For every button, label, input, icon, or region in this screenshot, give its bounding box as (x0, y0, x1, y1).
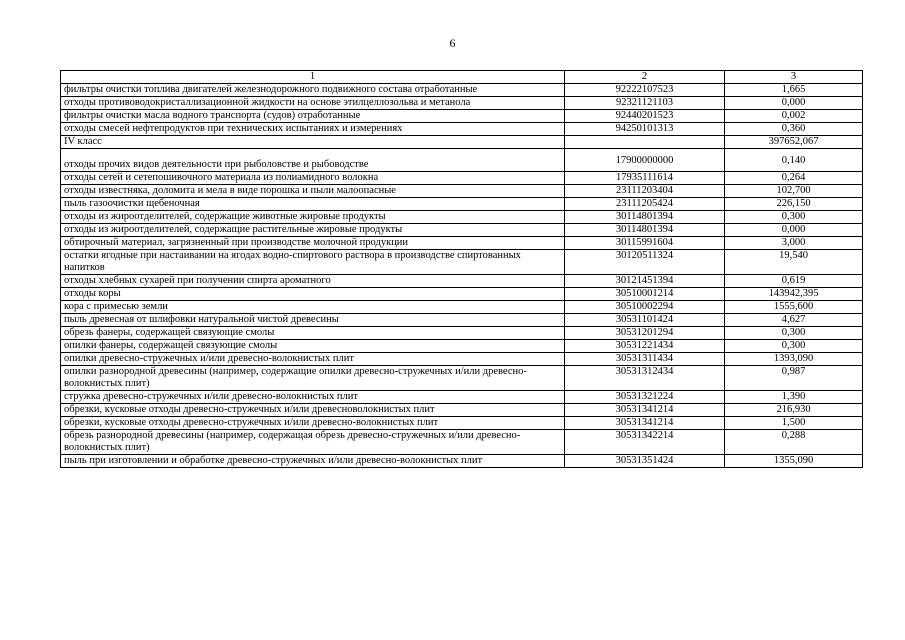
cell-waste-amount: 0,140 (725, 149, 863, 172)
cell-waste-code: 30531341214 (565, 404, 725, 417)
cell-waste-code: 17900000000 (565, 149, 725, 172)
cell-waste-amount: 1393,090 (725, 353, 863, 366)
cell-waste-code (565, 136, 725, 149)
cell-waste-name: отходы противоводокристаллизационной жидкости на основе этилцеллозольва и метанола (61, 97, 565, 110)
cell-waste-name: отходы из жироотделителей, содержащие растительные жировые продукты (61, 224, 565, 237)
cell-waste-amount: 0,000 (725, 97, 863, 110)
cell-waste-amount: 143942,395 (725, 288, 863, 301)
page-number: 6 (449, 36, 456, 50)
cell-waste-code: 30531351424 (565, 455, 725, 468)
cell-waste-code: 30531342214 (565, 430, 725, 455)
cell-waste-name: отходы из жироотделителей, содержащие животные жировые продукты (61, 211, 565, 224)
cell-waste-amount: 19,540 (725, 250, 863, 275)
table-row (61, 455, 863, 468)
cell-waste-name: IV класс (61, 136, 565, 149)
cell-waste-amount: 397652,067 (725, 136, 863, 149)
cell-waste-code: 92440201523 (565, 110, 725, 123)
cell-waste-amount: 1,665 (725, 84, 863, 97)
cell-waste-code: 30531221434 (565, 340, 725, 353)
table-row (61, 353, 863, 366)
cell-waste-name: обрезки, кусковые отходы древесно-стружечных и/или древесноволокнистых плит (61, 404, 565, 417)
cell-waste-code: 30531101424 (565, 314, 725, 327)
cell-waste-name: фильтры очистки топлива двигателей железнодорожного подвижного состава отработанные (61, 84, 565, 97)
table-row (61, 275, 863, 288)
cell-waste-amount: 0,987 (725, 366, 863, 391)
cell-waste-code: 30510002294 (565, 301, 725, 314)
cell-waste-name: пыль древесная от шлифовки натуральной чистой древесины (61, 314, 565, 327)
cell-waste-code: 30531201294 (565, 327, 725, 340)
table-row (61, 172, 863, 185)
cell-waste-name: отходы известняка, доломита и мела в виде порошка и пыли малоопасные (61, 185, 565, 198)
cell-waste-code: 30531311434 (565, 353, 725, 366)
cell-waste-code: 30121451394 (565, 275, 725, 288)
cell-waste-name: кора с примесью земли (61, 301, 565, 314)
table-row (61, 110, 863, 123)
cell-waste-amount: 4,627 (725, 314, 863, 327)
table-row (61, 314, 863, 327)
table-row (61, 404, 863, 417)
table-row (61, 149, 863, 172)
table-row (61, 224, 863, 237)
cell-waste-name: остатки ягодные при настаивании на ягодах водно-спиртового раствора в производстве спиртованных напитков (61, 250, 565, 275)
table-row (61, 430, 863, 455)
cell-waste-name: стружка древесно-стружечных и/или древесно-волокнистых плит (61, 391, 565, 404)
table-body (61, 71, 863, 468)
table-row (61, 250, 863, 275)
cell-waste-amount: 0,300 (725, 327, 863, 340)
cell-waste-name: пыль газоочистки щебеночная (61, 198, 565, 211)
cell-waste-amount: 226,150 (725, 198, 863, 211)
table-row (61, 97, 863, 110)
cell-waste-name: обрезки, кусковые отходы древесно-стружечных и/или древесно-волокнистых плит (61, 417, 565, 430)
waste-table (60, 70, 863, 468)
cell-waste-code: 30120511324 (565, 250, 725, 275)
column-header-2: 2 (565, 71, 725, 84)
cell-waste-code: 94250101313 (565, 123, 725, 136)
table-header-row (61, 71, 863, 84)
table-row (61, 327, 863, 340)
cell-waste-name: обтирочный материал, загрязненный при производстве молочной продукции (61, 237, 565, 250)
table-row (61, 340, 863, 353)
table-row (61, 136, 863, 149)
cell-waste-amount: 0,360 (725, 123, 863, 136)
table-row (61, 211, 863, 224)
cell-waste-amount: 0,002 (725, 110, 863, 123)
table-row (61, 123, 863, 136)
cell-waste-amount: 0,619 (725, 275, 863, 288)
cell-waste-name: отходы хлебных сухарей при получении спирта ароматного (61, 275, 565, 288)
cell-waste-code: 30531312434 (565, 366, 725, 391)
cell-waste-name: опилки древесно-стружечных и/или древесно-волокнистых плит (61, 353, 565, 366)
cell-waste-code: 92222107523 (565, 84, 725, 97)
cell-waste-name: обрезь фанеры, содержащей связующие смолы (61, 327, 565, 340)
table-row (61, 198, 863, 211)
cell-waste-name: пыль при изготовлении и обработке древесно-стружечных и/или древесно-волокнистых плит (61, 455, 565, 468)
cell-waste-amount: 216,930 (725, 404, 863, 417)
cell-waste-code: 30531341214 (565, 417, 725, 430)
cell-waste-amount: 1,390 (725, 391, 863, 404)
cell-waste-amount: 1355,090 (725, 455, 863, 468)
cell-waste-name: опилки разнородной древесины (например, содержащие опилки древесно-стружечных и/или древесно-волокнистых плит) (61, 366, 565, 391)
cell-waste-name: отходы сетей и сетепошивочного материала из полиамидного волокна (61, 172, 565, 185)
column-header-1: 1 (61, 71, 565, 84)
cell-waste-amount: 1555,600 (725, 301, 863, 314)
cell-waste-name: опилки фанеры, содержащей связующие смолы (61, 340, 565, 353)
cell-waste-name: отходы прочих видов деятельности при рыболовстве и рыбоводстве (61, 149, 565, 172)
cell-waste-amount: 3,000 (725, 237, 863, 250)
cell-waste-amount: 0,300 (725, 340, 863, 353)
table-row (61, 84, 863, 97)
cell-waste-code: 30531321224 (565, 391, 725, 404)
cell-waste-amount: 102,700 (725, 185, 863, 198)
column-header-3: 3 (725, 71, 863, 84)
cell-waste-amount: 0,264 (725, 172, 863, 185)
cell-waste-code: 30114801394 (565, 211, 725, 224)
cell-waste-code: 17935111614 (565, 172, 725, 185)
cell-waste-amount: 1,500 (725, 417, 863, 430)
cell-waste-amount: 0,288 (725, 430, 863, 455)
cell-waste-code: 23111203404 (565, 185, 725, 198)
table-row (61, 417, 863, 430)
cell-waste-code: 23111205424 (565, 198, 725, 211)
table-row (61, 185, 863, 198)
table-row (61, 288, 863, 301)
table-row (61, 301, 863, 314)
cell-waste-code: 30114801394 (565, 224, 725, 237)
table-row (61, 391, 863, 404)
table-row (61, 366, 863, 391)
cell-waste-amount: 0,000 (725, 224, 863, 237)
cell-waste-code: 30115991604 (565, 237, 725, 250)
table-row (61, 237, 863, 250)
cell-waste-name: отходы смесей нефтепродуктов при технических испытаниях и измерениях (61, 123, 565, 136)
cell-waste-name: обрезь разнородной древесины (например, содержащая обрезь древесно-стружечных и/или древесно-волокнистых плит) (61, 430, 565, 455)
cell-waste-code: 92321121103 (565, 97, 725, 110)
cell-waste-name: отходы коры (61, 288, 565, 301)
cell-waste-name: фильтры очистки масла водного транспорта (судов) отработанные (61, 110, 565, 123)
cell-waste-code: 30510001214 (565, 288, 725, 301)
cell-waste-amount: 0,300 (725, 211, 863, 224)
